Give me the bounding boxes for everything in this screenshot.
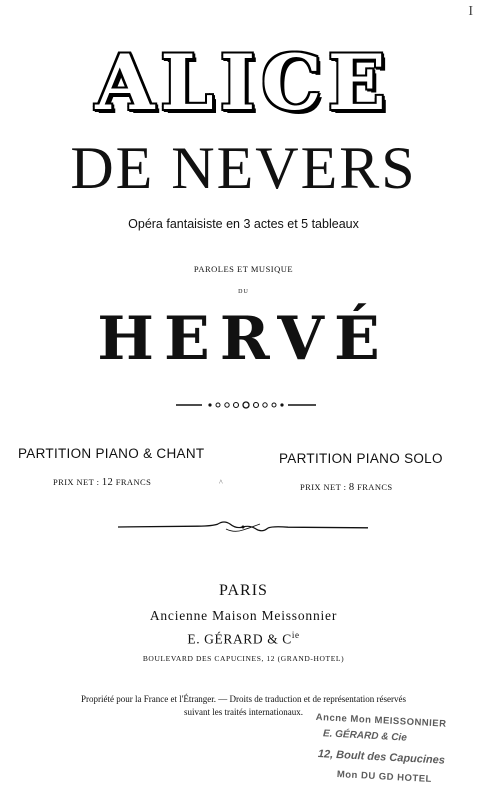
subtitle: Opéra fantaisiste en 3 actes et 5 tableaux bbox=[128, 217, 359, 231]
publisher-city: PARIS bbox=[219, 582, 268, 599]
credits-du: DU bbox=[238, 289, 249, 295]
page-number-mark: I bbox=[468, 4, 473, 19]
rights-line-1: Propriété pour la France et l'Étranger. — Droits de traduction et de représentation réservés bbox=[80, 694, 406, 704]
credits-paroles: PAROLES ET MUSIQUE bbox=[193, 264, 294, 274]
price-unit: FRANCS bbox=[115, 477, 152, 487]
speck-mark: ^ bbox=[219, 478, 223, 487]
edition-piano-chant-label: PARTITION PIANO & CHANT bbox=[18, 446, 205, 461]
publisher-maison: Ancienne Maison Meissonnier bbox=[149, 608, 338, 623]
rights-notice bbox=[0, 693, 487, 719]
publisher-name bbox=[0, 630, 487, 648]
stamp-line-2: E. GÉRARD & Cie bbox=[322, 728, 408, 744]
publisher-name-sup: ie bbox=[291, 630, 300, 640]
edition-piano-solo-price bbox=[300, 482, 393, 493]
flourish-divider bbox=[118, 519, 368, 535]
publisher-name-text: E. GÉRARD & C bbox=[187, 631, 292, 647]
price-value: 8 bbox=[348, 482, 355, 493]
price-prefix: PRIX NET : bbox=[300, 482, 347, 492]
edition-piano-solo-label: PARTITION PIANO SOLO bbox=[279, 451, 443, 466]
publisher-address: BOULEVARD DES CAPUCINES, 12 (GRAND-HOTEL) bbox=[142, 654, 345, 663]
rights-line-2: suivant les traités internationaux. bbox=[184, 707, 303, 717]
stamp-line-4: Mon DU GD HOTEL bbox=[336, 769, 433, 786]
composer-name: HERVÉ bbox=[97, 304, 390, 374]
publisher-stamp bbox=[312, 712, 476, 796]
title-line-2: DE NEVERS bbox=[70, 135, 417, 201]
stamp-line-3: 12, Boult des Capucines bbox=[317, 748, 446, 767]
title-line-1: ALICE bbox=[95, 38, 392, 127]
price-unit: FRANCS bbox=[357, 482, 393, 492]
price-prefix: PRIX NET : bbox=[53, 477, 100, 487]
edition-piano-chant-price bbox=[53, 477, 151, 488]
stamp-line-1: Ancne Mon MEISSONNIER bbox=[315, 711, 447, 730]
ornament-divider bbox=[176, 398, 316, 412]
price-value: 12 bbox=[101, 477, 114, 488]
